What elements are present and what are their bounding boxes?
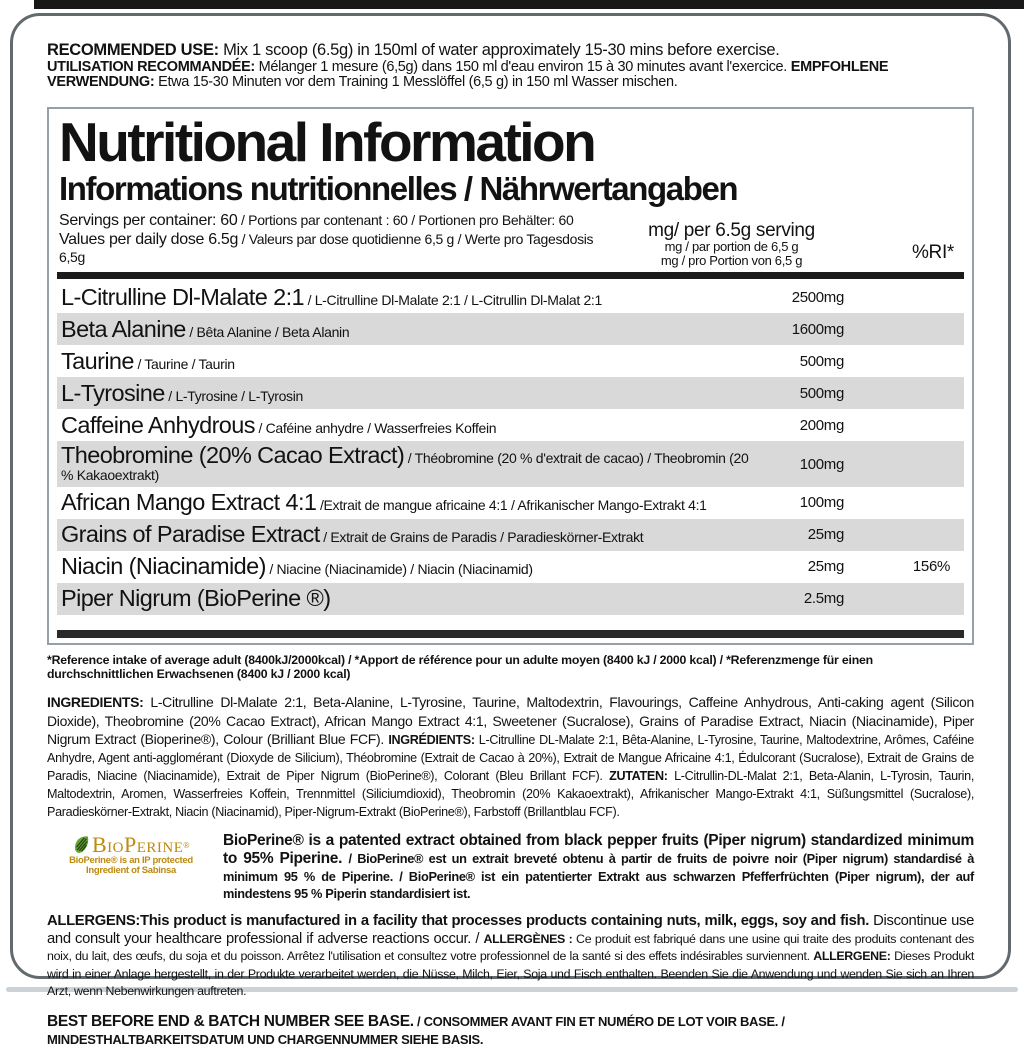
servings-info [59, 212, 619, 267]
table-row [57, 519, 964, 551]
table-row [57, 345, 964, 377]
row-amount: 500mg [752, 385, 852, 402]
servings-line [59, 212, 619, 230]
table-subtitle: Informations nutritionnelles / Nährwertangaben [57, 172, 964, 207]
row-subname: L-Tyrosine / L-Tyrosin [175, 388, 303, 404]
row-sep: / [304, 292, 315, 308]
table-row [57, 281, 964, 313]
row-name: L-Tyrosine [61, 380, 165, 406]
table-title: Nutritional Information [57, 115, 964, 170]
allergens-de-text: Dieses Produkt wird in einer Anlage hergestellt, in der Produkte verarbeitet werden, die Nüsse, Milch, Eier, Soja und Fisch enthalten. Beenden Sie die Anwendung und wenden Sie sich an Ihren Arzt, wenn Nebenwirkungen auftreten. [47, 949, 974, 998]
allergens-fr-text: Ce produit est fabriqué dans une usine qui traite des produits contenant des noix, du lait, des œufs, du soja et du poisson. Arrêtez l'utilisation et consultez votre professionnel de la santé si des effets indésirables surviennent. [47, 932, 974, 964]
recommended-use [47, 42, 974, 91]
table-row [57, 409, 964, 441]
recommended-use-en-label: RECOMMENDED USE: [47, 41, 219, 59]
recommended-use-en [47, 42, 974, 60]
row-sep: / [320, 529, 331, 545]
row-subname: Taurine / Taurin [144, 356, 234, 372]
recommended-use-de-label: EMPFOHLENE VERWENDUNG: [47, 59, 888, 91]
table-row [57, 313, 964, 345]
table-row [57, 583, 964, 615]
table-header [57, 212, 964, 267]
values-line [59, 231, 619, 268]
row-subname: Extrait de Grains de Paradis / Paradieskörner-Extrakt [330, 529, 643, 545]
row-amount: 2.5mg [752, 590, 852, 607]
allergens-en-bold: ALLERGENS:This product is manufactured in a facility that processes products containing nuts, milk, eggs, soy and fish. [47, 913, 869, 929]
row-subname: Théobromine (20 % d'extrait de cacao) / Theobromin (20 % Kakaoextrakt) [61, 450, 748, 483]
recommended-use-fr-label: UTILISATION RECOMMANDÉE: [47, 59, 255, 75]
allergens-en-text: Discontinue use and consult your healthcare professional if adverse reactions occur. / [47, 913, 974, 947]
row-subname: L-Citrulline Dl-Malate 2:1 / L-Citrullin Dl-Malat 2:1 [315, 292, 602, 308]
recommended-use-de-text: Etwa 15-30 Minuten vor dem Training 1 Messlöffel (6,5 g) in 150 ml Wasser mischen. [154, 74, 677, 90]
ingredients [47, 694, 974, 821]
bioperine-section [47, 832, 974, 902]
row-subname: Bêta Alanine / Beta Alanin [197, 324, 350, 340]
allergens-de-label: ALLERGENE: [813, 949, 890, 963]
package-top-edge [34, 0, 1024, 9]
registered-mark-icon: ® [183, 841, 189, 850]
amount-header-de: mg / pro Portion von 6,5 g [619, 254, 844, 268]
row-name: L-Citrulline Dl-Malate 2:1 [61, 284, 304, 310]
row-amount: 200mg [752, 417, 852, 434]
bioperine-logo-caption-1: BioPerine® is an IP protected [47, 856, 215, 866]
row-sep: / [186, 324, 197, 340]
recommended-use-en-text: Mix 1 scoop (6.5g) in 150ml of water approximately 15-30 mins before exercise. [219, 41, 780, 59]
row-subname: Extrait de mangue africaine 4:1 / Afrikanischer Mango-Extrakt 4:1 [324, 497, 707, 513]
best-before [47, 1013, 974, 1048]
recommended-use-fr-text: Mélanger 1 mesure (6,5g) dans 150 ml d'eau environ 15 à 30 minutes avant l'exercice. [255, 59, 791, 75]
row-sep: / [266, 561, 277, 577]
row-name: Grains of Paradise Extract [61, 521, 320, 547]
allergens [47, 912, 974, 1000]
bioperine-text-en: BioPerine® is a patented extract obtained from black pepper fruits (Piper nigrum) standardized minimum to 95% Piperine. [223, 832, 974, 867]
recommended-use-frde [47, 60, 974, 91]
table-bottom-spacer [57, 615, 964, 630]
amount-column-header [619, 221, 844, 267]
best-before-frde: / CONSOMMER AVANT FIN ET NUMÉRO DE LOT VOIR BASE. / MINDESTHALTBARKEITSDATUM UND CHARGENNUMMER SIEHE BASIS. [47, 1014, 785, 1047]
row-amount: 1600mg [752, 321, 852, 338]
ingredients-de-text: L-Citrullin-DL-Malat 2:1, Beta-Alanin, L-Tyrosin, Taurin, Maltodextrin, Aromen, Wasserfreies Koffein, Trennmittel (Siliciumdioxid), Theobromin (20% Kakaoextrakt), Afrikanischer Mango-Extrakt 4:1, Süßungsmittel (Sucralose), Paradieskörner-Extrakt, Niacin (Niacinamid), Piper-Nigrum-Extrakt (BioPerine®), Farbstoff (Brillantblau FCF). [47, 769, 974, 819]
servings-frde: / Portions par contenant : 60 / Portionen pro Behälter: 60 [237, 212, 573, 228]
row-amount: 100mg [752, 456, 852, 473]
row-amount: 100mg [752, 494, 852, 511]
row-sep: / [316, 497, 323, 513]
values-en: Values per daily dose 6.5g [59, 231, 238, 248]
bioperine-logo [47, 832, 215, 877]
best-before-en: BEST BEFORE END & BATCH NUMBER SEE BASE. [47, 1013, 414, 1030]
bioperine-logo-caption-2: Ingredient of Sabinsa [47, 866, 215, 876]
table-rows [57, 281, 964, 615]
row-name: Caffeine Anhydrous [61, 412, 255, 438]
row-amount: 25mg [752, 526, 852, 543]
row-sep: / [165, 388, 176, 404]
amount-header-fr: mg / par portion de 6,5 g [619, 240, 844, 254]
table-bottom-bar [57, 630, 964, 638]
allergens-fr-label: ALLERGÈNES : [483, 932, 572, 946]
ri-column-header: %RI* [844, 242, 964, 264]
table-row [57, 487, 964, 519]
bioperine-leaf-icon [73, 835, 90, 855]
row-sep: / [134, 356, 144, 372]
table-row [57, 377, 964, 409]
row-name: Piper Nigrum (BioPerine ®) [61, 585, 330, 611]
ingredients-fr-text: L-Citrulline DL-Malate 2:1, Bêta-Alanine, L-Tyrosine, Taurine, Maltodextrine, Arômes, Caféine Anhydre, Agent anti-agglomérant (Dioxyde de Silicium), Théobromine (Extrait de Cacao à 20%), Extrait de Mangue Africaine 4:1, Édulcorant (Sucralose), Extrait de Grains de Paradis, Niacine (Niacinamide), Extrait de Piper Nigrum (BioPerine®), Colorant (Bleu Brillant FCF). [47, 733, 974, 783]
ingredients-de-label: ZUTATEN: [609, 769, 668, 783]
row-subname: Niacine (Niacinamide) / Niacin (Niacinamid) [277, 561, 533, 577]
row-name: Niacin (Niacinamide) [61, 553, 266, 579]
bioperine-text-frde: / BioPerine® est un extrait breveté obtenu à partir de fruits de poivre noir (Piper nigrum) standardisé à minimum 95 % de Piperine. / BioPerine® ist ein patentierter Extrakt aus schwarzen Pfefferfrüchten (Piper nigrum), der auf mindestens 95 % Piperin standardisiert ist. [223, 851, 974, 901]
row-subname: Caféine anhydre / Wasserfreies Koffein [266, 420, 497, 436]
amount-header-en: mg/ per 6.5g serving [619, 221, 844, 240]
servings-en: Servings per container: 60 [59, 212, 237, 229]
table-row [57, 551, 964, 583]
ingredients-en-text: L-Citrulline Dl-Malate 2:1, Beta-Alanine, L-Tyrosine, Taurine, Maltodextrin, Flavourings, Caffeine Anhydrous, Anti-caking agent (Silicon Dioxide), Theobromine (20% Cacao Extract), African Mango Extract 4:1, Sweetener (Sucralose), Grains of Paradise Extract, Niacin (Niacinamide), Piper Nigrum Extract (Bioperine®), Colour (Brilliant Blue FCF). [47, 694, 974, 746]
row-sep: / [255, 420, 266, 436]
ingredients-en-label: INGREDIENTS: [47, 694, 144, 710]
ingredients-fr-label: INGRÉDIENTS: [388, 733, 474, 747]
bioperine-wordmark: BioPerine [92, 834, 183, 856]
table-row [57, 441, 964, 487]
row-name: Theobromine (20% Cacao Extract) [61, 442, 404, 468]
row-amount: 500mg [752, 353, 852, 370]
bioperine-description [215, 832, 974, 902]
values-frde: / Valeurs par dose quotidienne 6,5 g / Werte pro Tagesdosis 6,5g [59, 231, 593, 265]
row-name: Beta Alanine [61, 316, 186, 342]
row-name: Taurine [61, 348, 134, 374]
nutrition-label [10, 13, 1011, 979]
row-amount: 25mg [752, 558, 852, 575]
row-name: African Mango Extract 4:1 [61, 489, 316, 515]
nutrition-table [47, 107, 974, 645]
reference-intake-footnote: *Reference intake of average adult (8400kJ/2000kcal) / *Apport de référence pour un adulte moyen (8400 kJ / 2000 kcal) / *Referenzmenge für einen durchschnittlichen Erwachsenen (8400 kJ / 2000 kcal) [47, 654, 974, 682]
header-divider-bar [57, 272, 964, 279]
row-ri: 156% [852, 558, 964, 575]
row-amount: 2500mg [752, 289, 852, 306]
row-sep: / [404, 450, 414, 466]
